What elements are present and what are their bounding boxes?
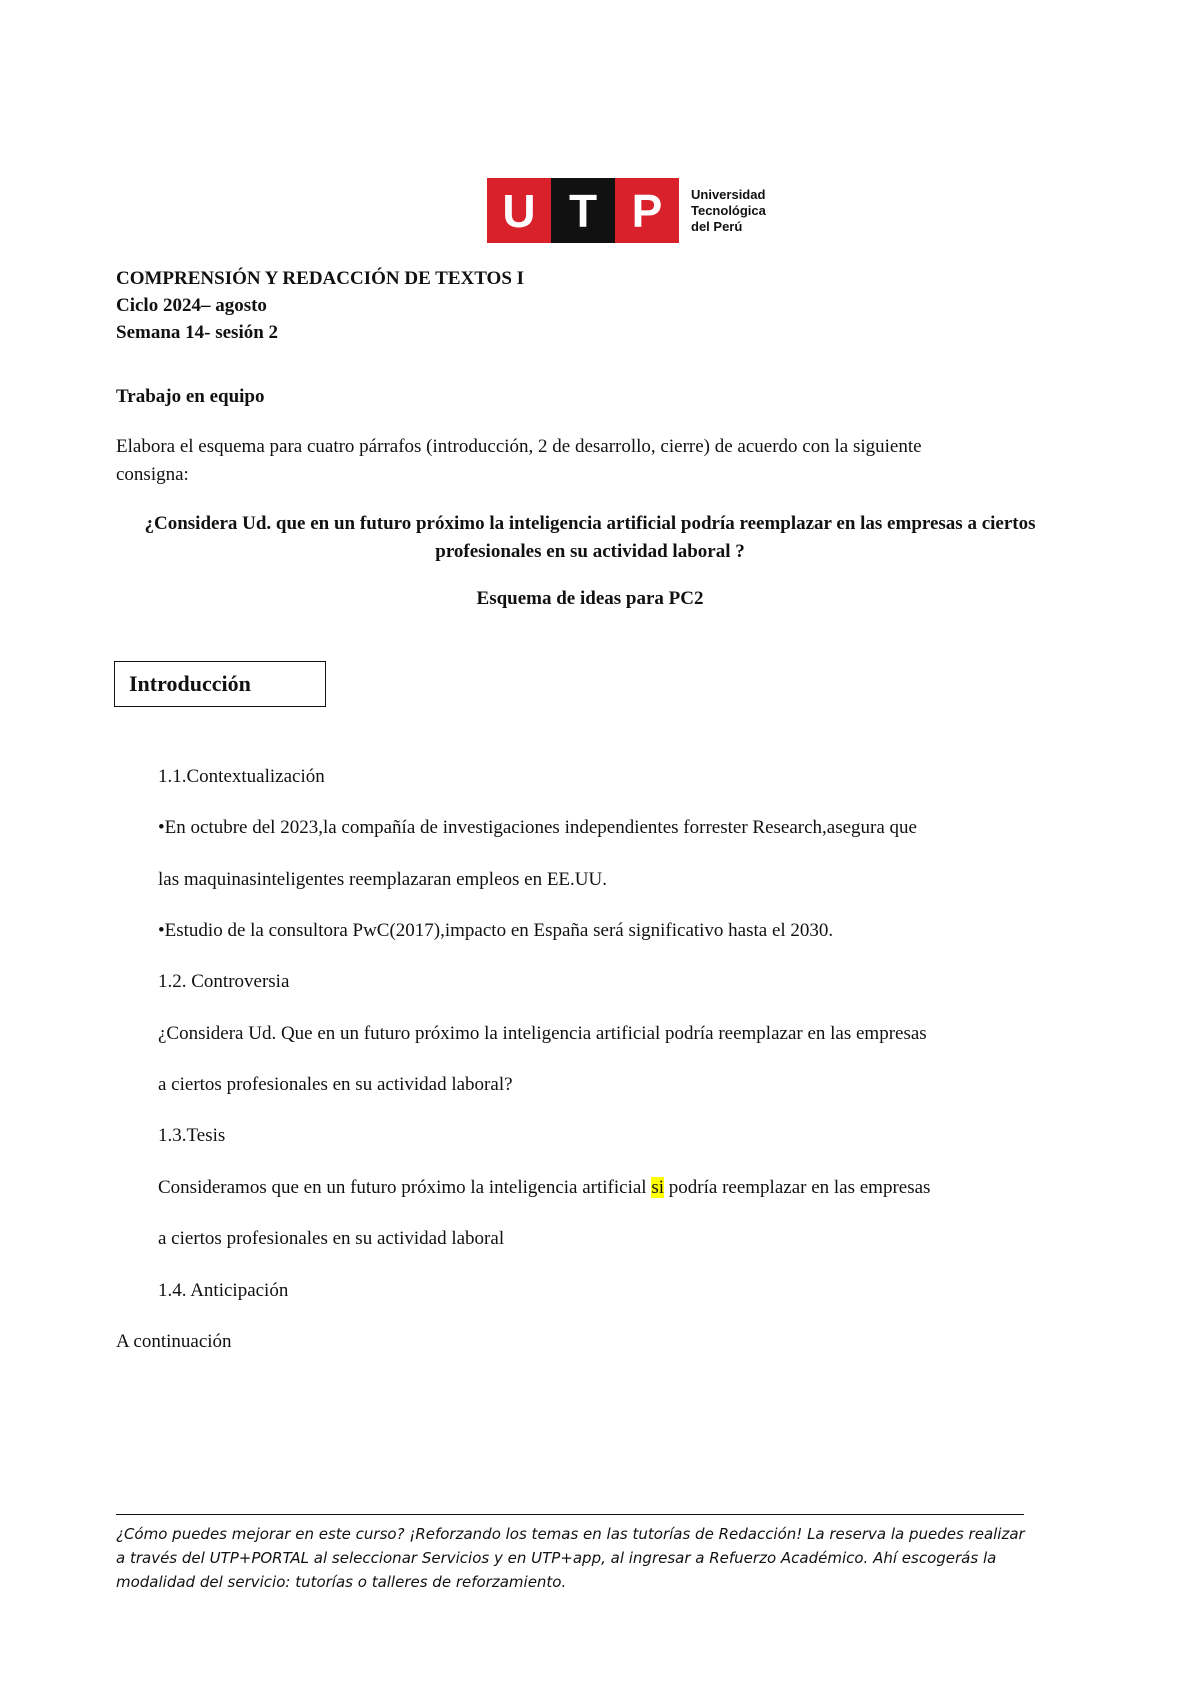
thesis-highlight: si [651, 1177, 665, 1198]
guiding-question: ¿Considera Ud. que en un futuro próximo la inteligencia artificial podría reemplazar en las empresas a ciertos profesionales en su actividad laboral ? [144, 513, 1036, 562]
logo-letter-p: P [615, 178, 679, 243]
footer-divider [116, 1514, 1024, 1515]
contextualization-heading: 1.1.Contextualización [158, 766, 325, 787]
context-bullet-2: •Estudio de la consultora PwC(2017),impacto en España será significativo hasta el 2030. [158, 920, 834, 941]
context-bullet-1-line-1: •En octubre del 2023,la compañía de investigaciones independientes forrester Research,asegura que [158, 817, 917, 838]
continuation-text: A continuación [116, 1331, 232, 1352]
anticipation-heading: 1.4. Anticipación [158, 1280, 289, 1301]
week-line: Semana 14- sesión 2 [116, 322, 279, 343]
logo-university-name [691, 178, 766, 243]
instruction-line-2: consigna: [116, 464, 189, 485]
controversy-line-1: ¿Considera Ud. Que en un futuro próximo la inteligencia artificial podría reemplazar en las empresas [158, 1023, 927, 1044]
thesis-text-before: Consideramos que en un futuro próximo la inteligencia artificial [158, 1177, 652, 1198]
logo-letter-t: T [551, 178, 615, 243]
footer-note: ¿Cómo puedes mejorar en este curso? ¡Reforzando los temas en las tutorías de Redacción! La reserva la puedes realizar a través del UTP+PORTAL al seleccionar Servicios y en UTP+app, al ingresar a Refuerzo Académico. Ahí escogerás la modalidad del servicio: tutorías o talleres de reforzamiento. [116, 1525, 1025, 1591]
controversy-heading: 1.2. Controversia [158, 971, 290, 992]
context-bullet-1-line-2: las maquinasinteligentes reemplazaran empleos en EE.UU. [158, 869, 607, 890]
logo-letter-u: U [487, 178, 551, 243]
thesis-text-after: podría reemplazar en las empresas [664, 1177, 931, 1198]
introduction-section-box: Introducción [114, 661, 326, 707]
logo-name-line-2: Tecnológica [691, 202, 766, 218]
course-title: COMPRENSIÓN Y REDACCIÓN DE TEXTOS I [116, 268, 525, 289]
logo-name-line-1: Universidad [691, 186, 766, 202]
thesis-line-2: a ciertos profesionales en su actividad laboral [158, 1228, 505, 1249]
controversy-line-2: a ciertos profesionales en su actividad laboral? [158, 1074, 513, 1095]
cycle-line: Ciclo 2024– agosto [116, 295, 267, 316]
thesis-line-1 [158, 1177, 930, 1199]
scheme-title: Esquema de ideas para PC2 [476, 588, 704, 609]
instruction-line-1: Elabora el esquema para cuatro párrafos (introducción, 2 de desarrollo, cierre) de acuerdo con la siguiente [116, 436, 922, 457]
logo-name-line-3: del Perú [691, 218, 743, 234]
thesis-heading: 1.3.Tesis [158, 1125, 226, 1146]
utp-logo [487, 178, 766, 243]
task-title: Trabajo en equipo [116, 386, 265, 407]
